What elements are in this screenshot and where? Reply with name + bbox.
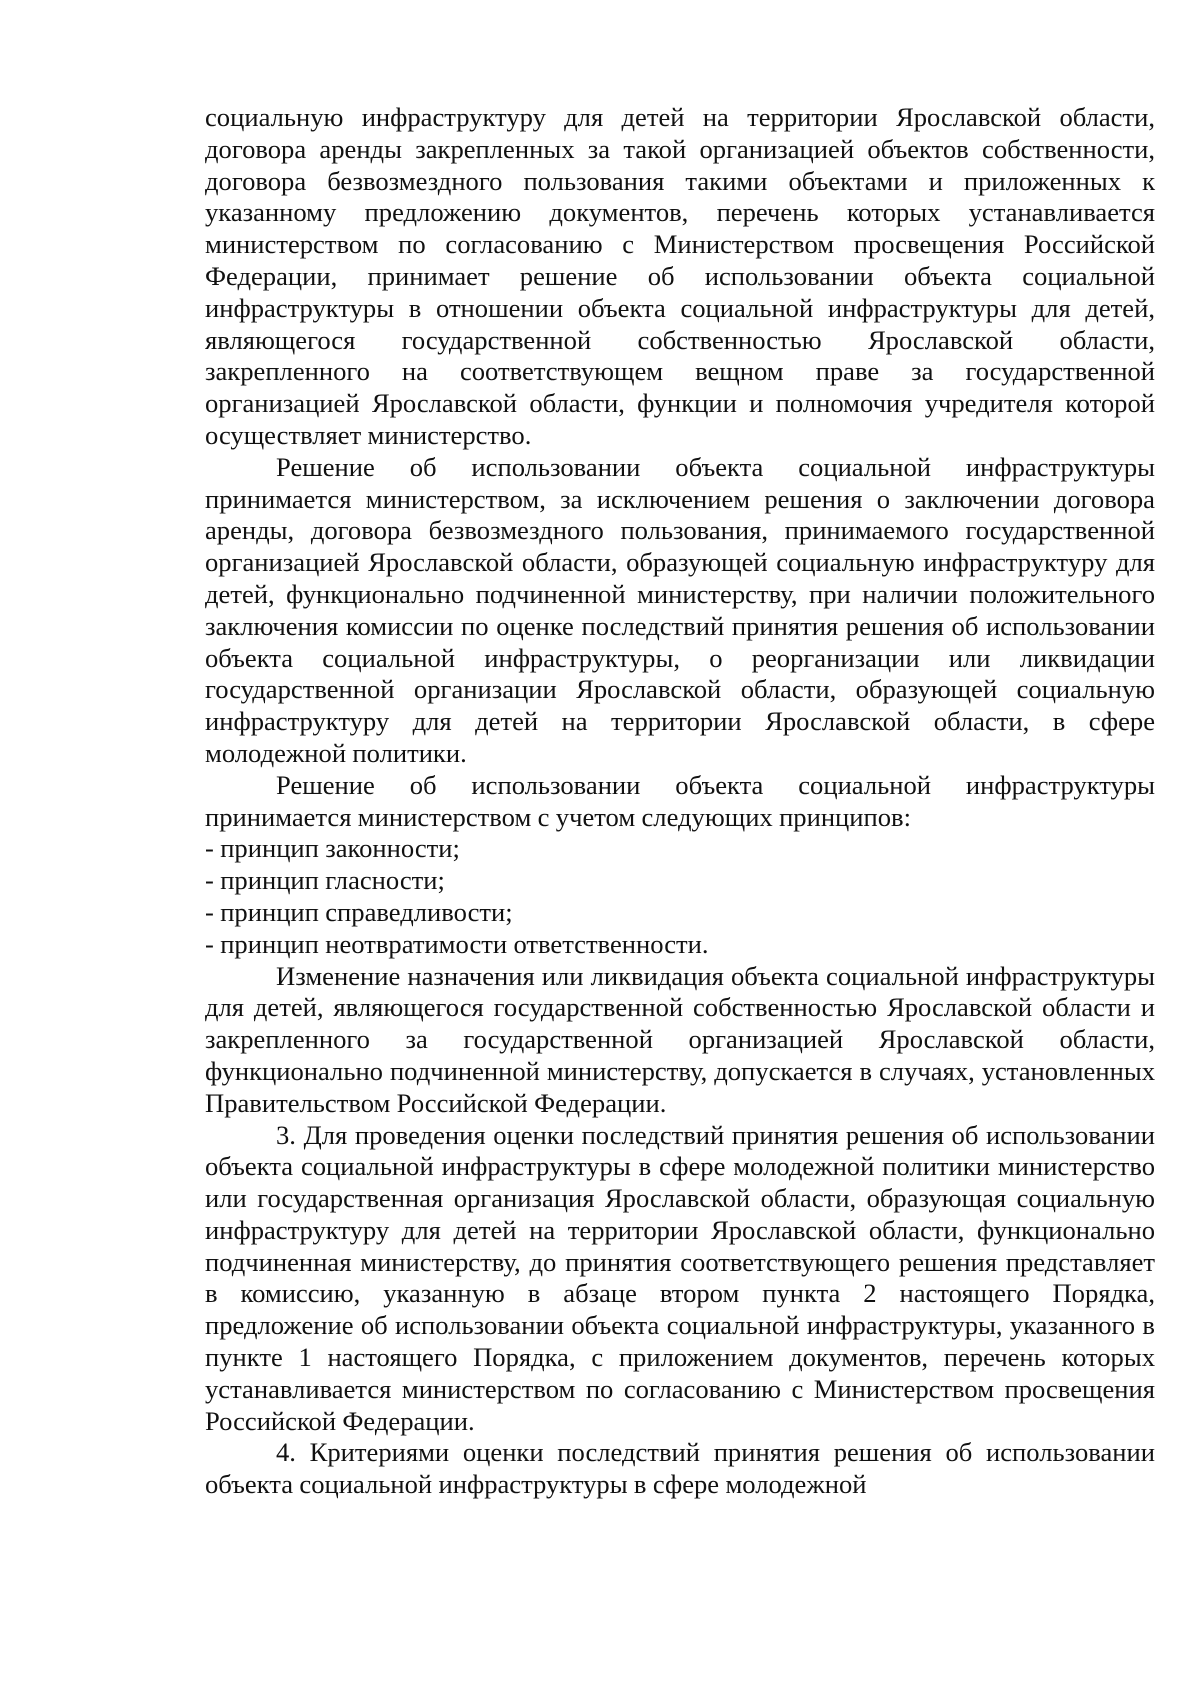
paragraph-change-purpose: Изменение назначения или ликвидация объекта социальной инфраструктуры для детей, являющегося государственной собственностью Ярославской области и закрепленного за государственной организацией Ярославской области, функционально подчиненной министерству, допускается в случаях, установленных Правительством Российской Федерации. [205,960,1155,1118]
list-item-justice: - принцип справедливости; [205,896,513,927]
paragraph-continuation: социальную инфраструктуру для детей на территории Ярославской области, договора аренды закрепленных за такой организацией объектов собственности, договора безвозмездного пользования такими объектами и приложенных к указанному предложению документов, перечень которых устанавливается министерством по согласованию с Министерством просвещения Российской Федерации, принимает решение об использовании объекта социальной инфраструктуры в отношении объекта социальной инфраструктуры для детей, являющегося государственной собственностью Ярославской области, закрепленного на соответствующем вещном праве за государственной организацией Ярославской области, функции и полномочия учредителя которой осуществляет министерство. [205,102,1155,450]
document-page [205,102,1155,1501]
paragraph-decision-scope: Решение об использовании объекта социальной инфраструктуры принимается министерством, за исключением решения о заключении договора аренды, договора безвозмездного пользования, принимаемого государственной организацией Ярославской области, образующей социальную инфраструктуру для детей, функционально подчиненной министерству, при наличии положительного заключения комиссии по оценке последствий принятия решения об использовании объекта социальной инфраструктуры, о реорганизации или ликвидации государственной организации Ярославской области, образующей социальную инфраструктуру для детей на территории Ярославской области, в сфере молодежной политики. [205,451,1155,768]
list-item-inevitability: - принцип неотвратимости ответственности. [205,928,709,959]
paragraph-item-3: 3. Для проведения оценки последствий принятия решения об использовании объекта социальной инфраструктуры в сфере молодежной политики министерство или государственная организация Ярославской области, образующая социальную инфраструктуру для детей на территории Ярославской области, функционально подчиненная министерству, до принятия соответствующего решения представляет в комиссию, указанную в абзаце втором пункта 2 настоящего Порядка, предложение об использовании объекта социальной инфраструктуры, указанного в пункте 1 настоящего Порядка, с приложением документов, перечень которых устанавливается министерством по согласованию с Министерством просвещения Российской Федерации. [205,1119,1155,1436]
list-item-publicity: - принцип гласности; [205,865,445,896]
paragraph-item-4: 4. Критериями оценки последствий принятия решения об использовании объекта социальной инфраструктуры в сфере молодежной [205,1437,1155,1500]
list-item-legality: - принцип законности; [205,833,460,864]
paragraph-principles-intro: Решение об использовании объекта социальной инфраструктуры принимается министерством с учетом следующих принципов: [205,769,1155,832]
